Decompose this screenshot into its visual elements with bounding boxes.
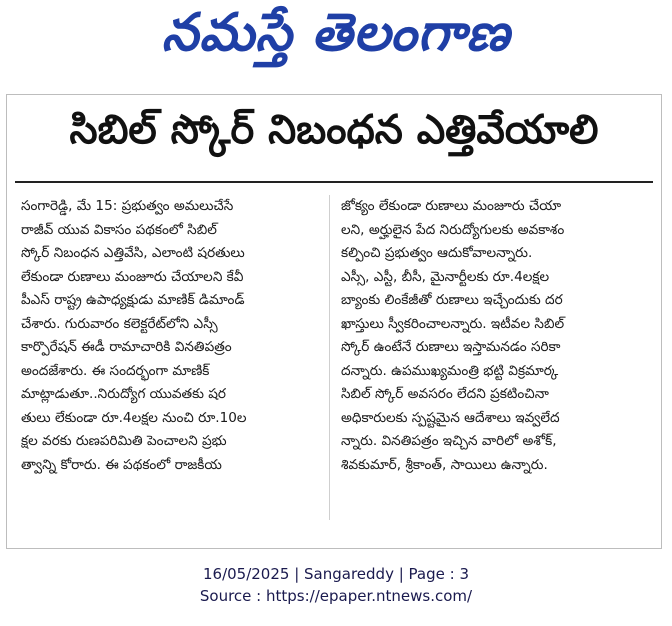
text-line: ఖాస్తులు స్వీకరించాలన్నారు. ఇటీవల సిబిల్ [341,315,565,332]
text-line: సంగారెడ్డి, మే 15: ప్రభుత్వం అమలుచేసే [21,198,234,214]
text-line: దన్నారు. ఉపముఖ్యమంత్రి భట్టి విక్రమార్క [341,362,559,379]
text-line: కల్పించి ప్రభుత్వం ఆదుకోవాలన్నారు. [341,245,533,261]
article-headline: సిబిల్ స్కోర్ నిబంధన ఎత్తివేయాలి [69,107,599,153]
text-line: రాజీవ్ యువ వికాసం పథకంలో సిబిల్ [21,221,217,238]
text-line: క్షల వరకు రుణపరిమితి పెంచాలని ప్రభు [21,433,227,449]
text-line: లని, అర్హులైన పేద నిరుద్యోగులకు అవకాశం [341,221,565,238]
article-column-left [21,195,321,477]
text-line: బ్యాంకు లింకేజీతో రుణాలు ఇచ్చేందుకు దర [341,292,563,308]
text-line: శివకుమార్, శ్రీకాంత్, సాయిలు ఉన్నారు. [341,456,548,473]
text-line: త్వాన్ని కోరారు. ఈ పథకంలో రాజకీయ [21,456,222,473]
text-line: తులు లేకుండా రూ.4లక్షల నుంచి రూ.10ల [21,409,247,426]
news-clipping [6,94,662,549]
source-link[interactable]: Source : https://epaper.ntnews.com/ [199,587,473,605]
article-column-right [341,195,641,477]
text-line: పీఎస్ రాష్ట్ర ఉపాధ్యక్షుడు మాణిక్ డిమాండ్ [21,292,245,308]
masthead-title: నమస్తే తెలంగాణ [161,2,511,63]
column-divider [329,195,330,520]
newspaper-masthead [0,0,672,78]
text-line: స్కోర్ నిబంధన ఎత్తివేసి, ఎలాంటి షరతులు [21,245,245,261]
text-line: చేశారు. గురువారం కలెక్టరేట్‌లోని ఎస్సీ [21,315,218,332]
text-line: జోక్యం లేకుండా రుణాలు మంజూరు చేయా [341,198,562,214]
text-line: సిబిల్ స్కోర్ అవసరం లేదని ప్రకటించినా [341,386,549,402]
text-line: కార్పొరేషన్ ఈడీ రామాచారికి వినతిపత్రం [21,339,232,355]
text-line: లేకుండా రుణాలు మంజూరు చేయాలని కేవీ [21,268,244,285]
text-line: మాట్లాడుతూ..నిరుద్యోగ యువతకు షర [21,386,226,402]
text-line: అందజేశారు. ఈ సందర్భంగా మాణిక్ [21,362,210,379]
text-line: అధికారులకు స్పష్టమైన ఆదేశాలు ఇవ్వలేద [341,409,560,426]
text-line: స్కోర్ ఉంటేనే రుణాలు ఇస్తామనడం సరికా [341,339,561,355]
text-line: ఎస్సీ, ఎస్టీ, బీసీ, మైనార్టీలకు రూ.4లక్షల [341,268,550,285]
headline-rule [15,181,653,183]
publication-info: 16/05/2025 | Sangareddy | Page : 3 [202,565,469,583]
text-line: న్నారు. వినతిపత్రం ఇచ్చిన వారిలో అశోక్, [341,433,557,449]
